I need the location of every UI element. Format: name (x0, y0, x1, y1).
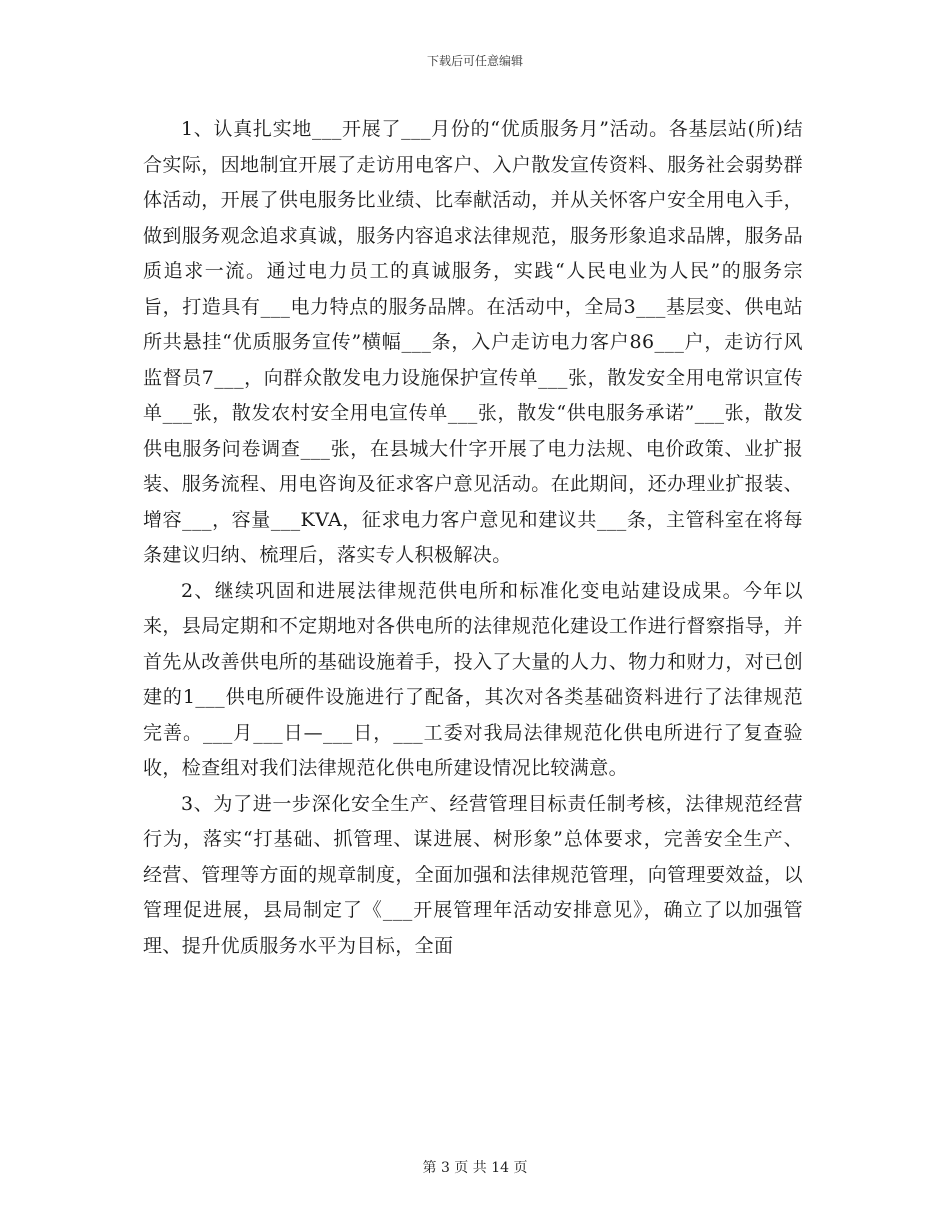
paragraph-1: 1、认真扎实地___开展了___月份的“优质服务月”活动。各基层站(所)结合实际，因地制宜开展了走访用电客户、入户散发宣传资料、服务社会弱势群体活动，开展了供电服务比业绩、比奉献活动，并从关怀客户安全用电入手，做到服务观念追求真诚，服务内容追求法律规范，服务形象追求品牌，服务品质追求一流。通过电力员工的真诚服务，实践“人民电业为人民”的服务宗旨，打造具有___电力特点的服务品牌。在活动中，全局3___基层变、供电站所共悬挂“优质服务宣传”横幅___条，入户走访电力客户86___户，走访行风监督员7___，向群众散发电力设施保护宣传单___张，散发安全用电常识宣传单___张，散发农村安全用电宣传单___张，散发“供电服务承诺”___张，散发供电服务问卷调查___张，在县城大什字开展了电力法规、电价政策、业扩报装、服务流程、用电咨询及征求客户意见活动。在此期间，还办理业扩报装、增容___，容量___KVA，征求电力客户意见和建议共___条，主管科室在将每条建议归纳、梳理后，落实专人积极解决。 (143, 118, 803, 566)
paragraph-2: 2、继续巩固和进展法律规范供电所和标准化变电站建设成果。今年以来，县局定期和不定期地对各供电所的法律规范化建设工作进行督察指导，并首先从改善供电所的基础设施着手，投入了大量的人力、物力和财力，对已创建的1___供电所硬件设施进行了配备，其次对各类基础资料进行了法律规范完善。___月___日—___日，___工委对我局法律规范化供电所进行了复查验收，检查组对我们法律规范化供电所建设情况比较满意。 (143, 579, 803, 779)
page-header-note: 下载后可任意编辑 (426, 54, 523, 68)
paragraph-3: 3、为了进一步深化安全生产、经营管理目标责任制考核，法律规范经营行为，落实“打基础、抓管理、谋进展、树形象”总体要求，完善安全生产、经营、管理等方面的规章制度，全面加强和法律规范管理，向管理要效益，以管理促进展，县局制定了《___开展管理年活动安排意见》，确立了以加强管理、提升优质服务水平为目标，全面 (143, 792, 803, 957)
document-body (143, 112, 803, 964)
page-footer-number: 第 3 页 共 14 页 (422, 1160, 528, 1176)
